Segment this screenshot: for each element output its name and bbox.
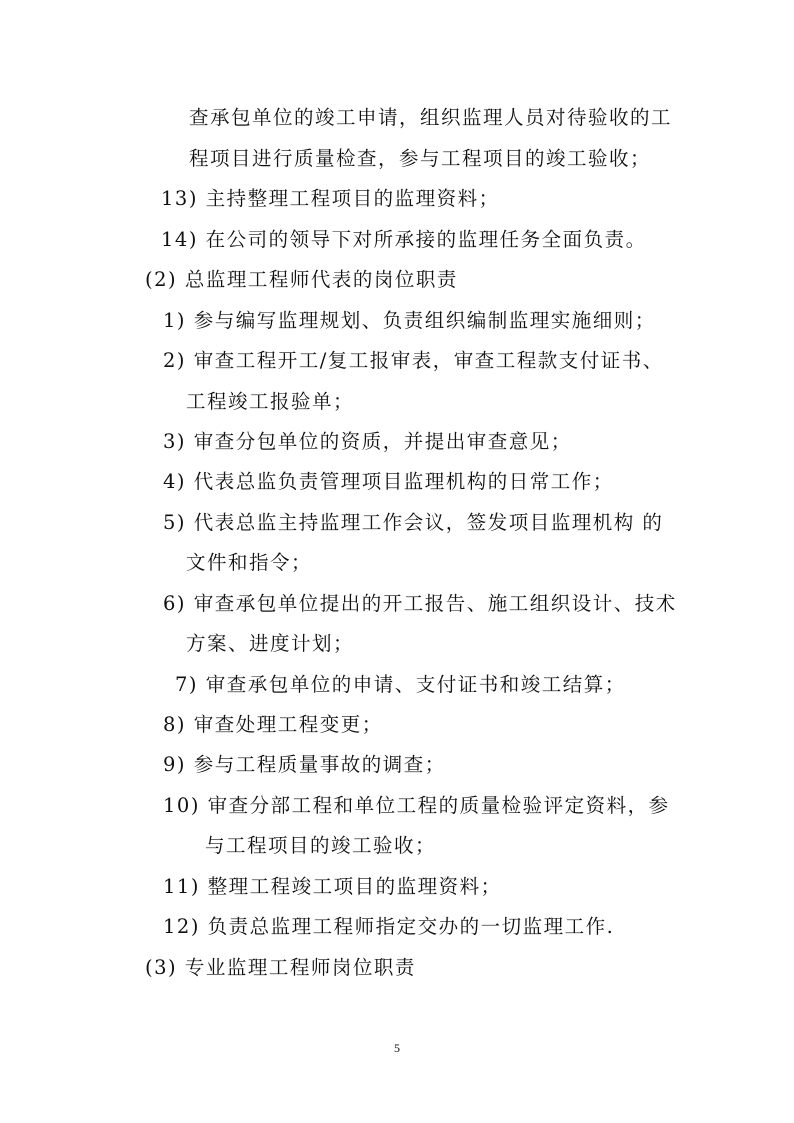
text-line: 与工程项目的竣工验收； — [205, 834, 437, 857]
list-item: 2) 审查工程开工/复工报审表，审查工程款支付证书、 — [163, 349, 664, 372]
list-item: 9) 参与工程质量事故的调查； — [163, 753, 446, 776]
list-item: 6) 审查承包单位提出的开工报告、施工组织设计、技术 — [163, 592, 677, 615]
list-item: 12) 负责总监理工程师指定交办的一切监理工作. — [163, 915, 615, 938]
list-item: 4) 代表总监负责管理项目监理机构的日常工作； — [163, 470, 614, 493]
section-heading: (2) 总监理工程师代表的岗位职责 — [145, 268, 458, 291]
list-item: 14) 在公司的领导下对所承接的监理任务全面负责。 — [161, 228, 647, 251]
list-item: 1) 参与编写监理规划、负责组织编制监理实施细则； — [163, 309, 656, 332]
text-line: 工程竣工报验单； — [186, 390, 355, 413]
list-item: 3) 审查分包单位的资质，并提出审查意见； — [163, 430, 572, 453]
text-line: 方案、进度计划； — [186, 632, 355, 655]
text-line: 程项目进行质量检查，参与工程项目的竣工验收； — [189, 147, 652, 170]
list-item: 5) 代表总监主持监理工作会议，签发项目监理机构 的 — [163, 511, 664, 534]
list-item: 8) 审查处理工程变更； — [163, 713, 383, 736]
list-item: 13) 主持整理工程项目的监理资料； — [161, 187, 500, 210]
page-number: 5 — [394, 1041, 400, 1055]
list-item: 7) 审查承包单位的申请、支付证书和竣工结算； — [175, 673, 626, 696]
list-item: 10) 审查分部工程和单位工程的质量检验评定资料，参 — [163, 794, 670, 817]
text-line: 查承包单位的竣工申请，组织监理人员对待验收的工 — [189, 106, 673, 129]
text-line: 文件和指令； — [186, 551, 313, 574]
list-item: 11) 整理工程竣工项目的监理资料； — [163, 875, 502, 898]
section-heading: (3) 专业监理工程师岗位职责 — [145, 956, 416, 979]
